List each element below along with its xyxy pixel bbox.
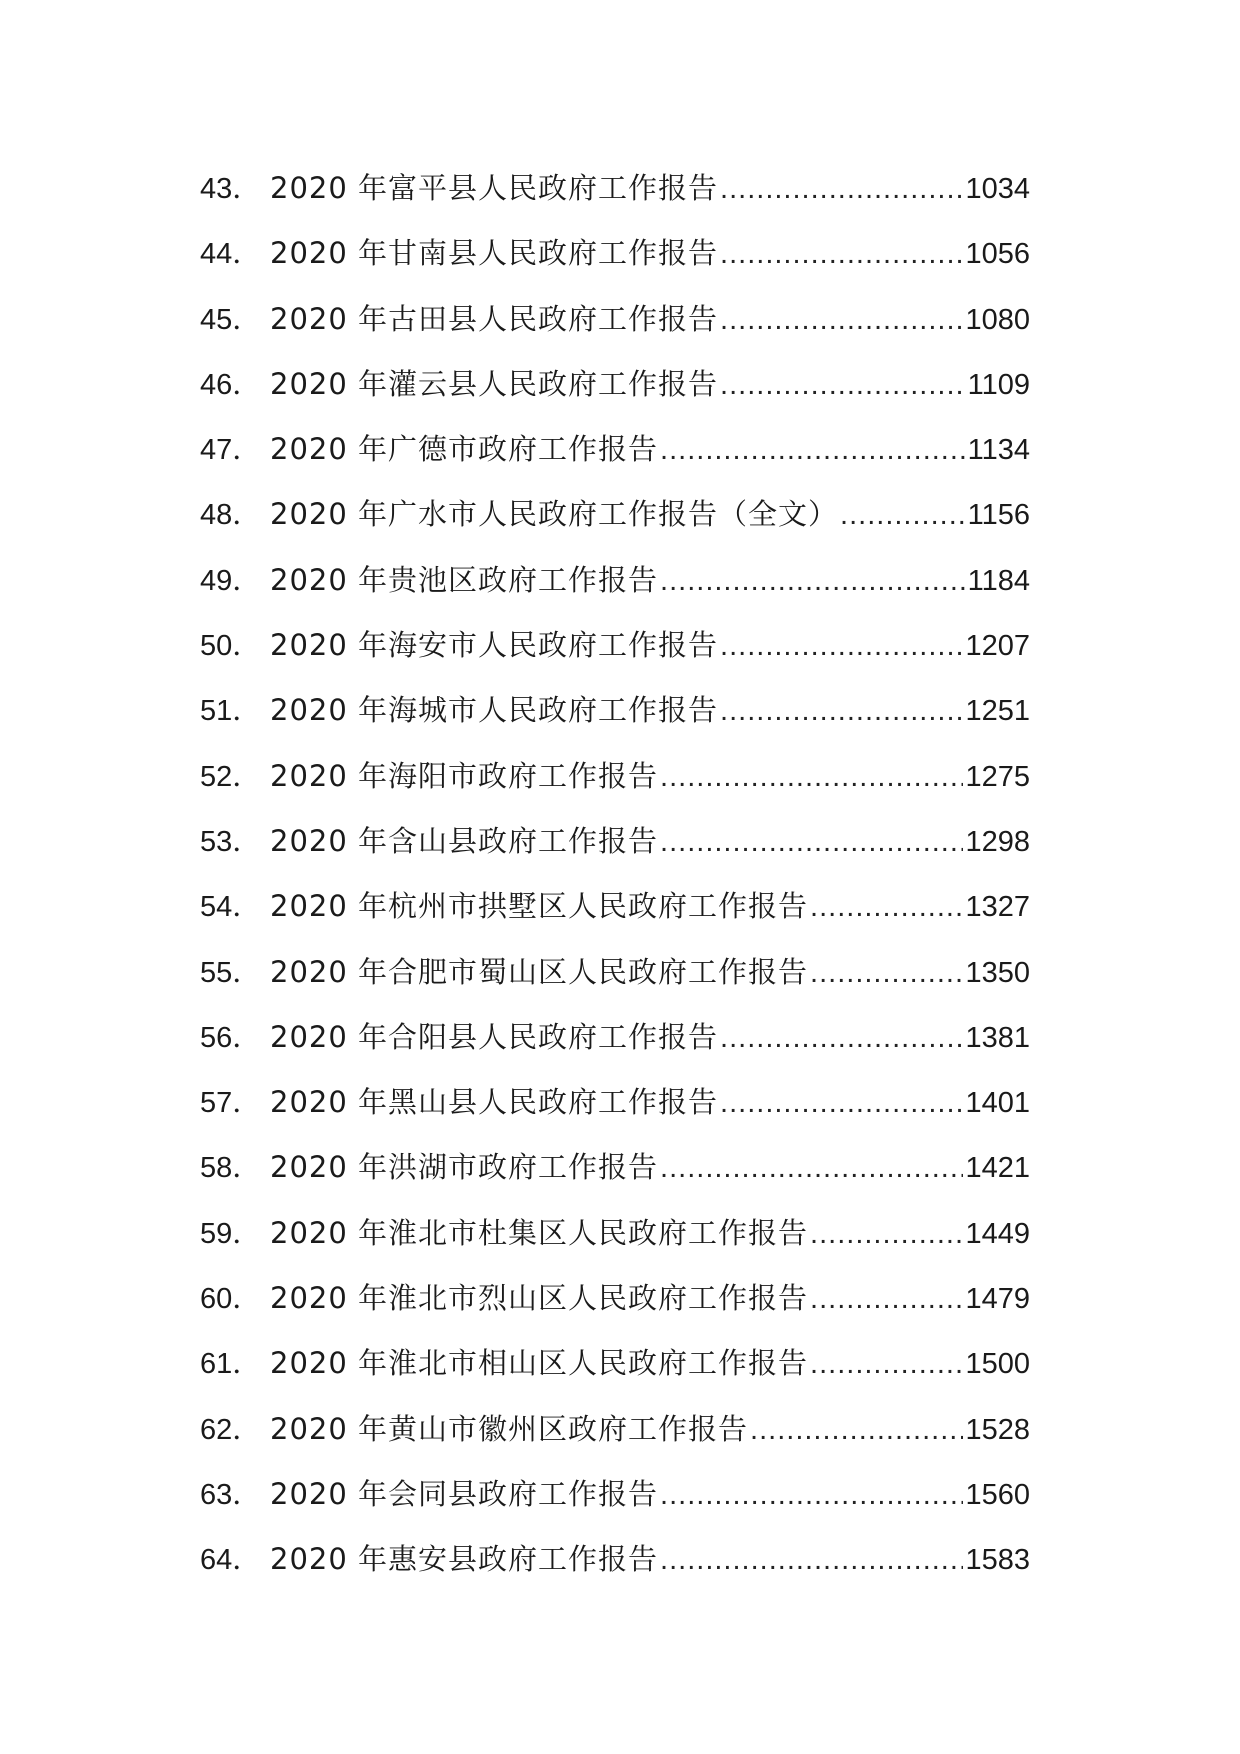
toc-entry-title[interactable]: 2020 年会同县政府工作报告 <box>270 1476 659 1511</box>
toc-entry-title[interactable]: 2020 年贵池区政府工作报告 <box>270 562 659 597</box>
toc-entry-number: 48． <box>200 499 262 532</box>
toc-entry-number: 56． <box>200 1021 262 1054</box>
toc-entry-title[interactable]: 2020 年含山县政府工作报告 <box>270 823 659 858</box>
toc-entry[interactable] <box>200 821 1030 886</box>
toc-entry-page-number: 1350 <box>965 956 1030 989</box>
toc-entry[interactable] <box>200 1082 1030 1147</box>
toc-dot-leader <box>750 1410 963 1450</box>
table-of-contents <box>200 168 1030 1605</box>
toc-entry[interactable] <box>200 429 1030 494</box>
toc-dot-leader <box>720 626 963 666</box>
toc-entry-title[interactable]: 2020 年古田县人民政府工作报告 <box>270 301 719 336</box>
toc-dot-leader <box>720 169 963 209</box>
toc-dot-leader <box>810 953 963 993</box>
toc-entry-number: 60． <box>200 1283 262 1316</box>
toc-entry-page-number: 1298 <box>965 825 1030 858</box>
toc-entry-page-number: 1327 <box>965 891 1030 924</box>
toc-entry-page-number: 1156 <box>967 499 1030 532</box>
toc-entry[interactable] <box>200 560 1030 625</box>
toc-entry-title[interactable]: 2020 年富平县人民政府工作报告 <box>270 171 719 205</box>
toc-entry-number: 45． <box>200 303 262 336</box>
toc-entry-page-number: 1207 <box>965 630 1030 663</box>
toc-entry-page-number: 1560 <box>965 1478 1030 1511</box>
toc-entry[interactable] <box>200 168 1030 233</box>
toc-entry[interactable] <box>200 1343 1030 1408</box>
toc-entry-title[interactable]: 2020 年海阳市政府工作报告 <box>270 758 659 793</box>
toc-entry[interactable] <box>200 756 1030 821</box>
toc-entry-title[interactable]: 2020 年洪湖市政府工作报告 <box>270 1150 659 1185</box>
toc-entry-number: 57． <box>200 1087 262 1120</box>
toc-dot-leader <box>720 691 963 731</box>
toc-entry-number: 55． <box>200 956 262 989</box>
toc-dot-leader <box>660 1475 963 1515</box>
toc-entry-page-number: 1275 <box>965 760 1030 793</box>
toc-entry-number: 58． <box>200 1152 262 1185</box>
toc-entry-title[interactable]: 2020 年淮北市烈山区人民政府工作报告 <box>270 1281 809 1316</box>
toc-entry-title[interactable]: 2020 年海安市人民政府工作报告 <box>270 628 719 663</box>
toc-dot-leader <box>810 887 963 927</box>
toc-entry-title[interactable]: 2020 年杭州市拱墅区人民政府工作报告 <box>270 889 809 924</box>
toc-entry[interactable] <box>200 1147 1030 1212</box>
toc-entry[interactable] <box>200 1474 1030 1539</box>
toc-dot-leader <box>660 1148 963 1188</box>
toc-entry-title[interactable]: 2020 年合肥市蜀山区人民政府工作报告 <box>270 954 809 989</box>
toc-entry[interactable] <box>200 1278 1030 1343</box>
toc-entry[interactable] <box>200 1539 1030 1604</box>
toc-dot-leader <box>720 300 963 340</box>
toc-entry-number: 49． <box>200 564 262 597</box>
toc-entry-title[interactable]: 2020 年灌云县人民政府工作报告 <box>270 366 719 401</box>
toc-entry-page-number: 1056 <box>965 238 1030 271</box>
toc-entry-title[interactable]: 2020 年黄山市徽州区政府工作报告 <box>270 1411 749 1446</box>
toc-entry[interactable] <box>200 886 1030 951</box>
toc-entry-title[interactable]: 2020 年合阳县人民政府工作报告 <box>270 1019 719 1054</box>
toc-entry[interactable] <box>200 364 1030 429</box>
toc-entry-title[interactable]: 2020 年广德市政府工作报告 <box>270 432 659 467</box>
toc-entry-page-number: 1381 <box>965 1021 1030 1054</box>
toc-entry-page-number: 1500 <box>965 1348 1030 1381</box>
toc-entry-page-number: 1583 <box>965 1544 1030 1577</box>
toc-entry-page-number: 1034 <box>965 173 1030 205</box>
toc-entry-number: 52． <box>200 760 262 793</box>
toc-entry-number: 61． <box>200 1348 262 1381</box>
toc-entry-number: 59． <box>200 1217 262 1250</box>
toc-entry-number: 43． <box>200 173 262 205</box>
toc-dot-leader <box>720 234 963 274</box>
toc-entry-page-number: 1449 <box>965 1217 1030 1250</box>
toc-dot-leader <box>840 495 966 535</box>
toc-entry-number: 44． <box>200 238 262 271</box>
toc-entry-page-number: 1080 <box>965 303 1030 336</box>
toc-entry[interactable] <box>200 1409 1030 1474</box>
toc-entry-number: 50． <box>200 630 262 663</box>
toc-entry-page-number: 1401 <box>965 1087 1030 1120</box>
toc-dot-leader <box>660 1540 963 1580</box>
toc-entry[interactable] <box>200 233 1030 298</box>
toc-entry[interactable] <box>200 1213 1030 1278</box>
toc-entry-title[interactable]: 2020 年甘南县人民政府工作报告 <box>270 236 719 271</box>
toc-dot-leader <box>720 1083 963 1123</box>
toc-entry[interactable] <box>200 1017 1030 1082</box>
toc-entry-title[interactable]: 2020 年惠安县政府工作报告 <box>270 1542 659 1577</box>
toc-dot-leader <box>660 757 963 797</box>
toc-dot-leader <box>810 1344 963 1384</box>
toc-entry-title[interactable]: 2020 年海城市人民政府工作报告 <box>270 693 719 728</box>
toc-entry-page-number: 1251 <box>965 695 1030 728</box>
toc-dot-leader <box>720 365 966 405</box>
toc-entry-title[interactable]: 2020 年广水市人民政府工作报告（全文） <box>270 497 839 532</box>
toc-entry-number: 51． <box>200 695 262 728</box>
toc-entry-page-number: 1184 <box>967 564 1030 597</box>
toc-entry-number: 47． <box>200 434 262 467</box>
toc-entry-page-number: 1109 <box>967 368 1030 401</box>
toc-entry-page-number: 1528 <box>965 1413 1030 1446</box>
toc-entry[interactable] <box>200 494 1030 559</box>
toc-entry-number: 64． <box>200 1544 262 1577</box>
toc-dot-leader <box>810 1279 963 1319</box>
toc-entry-title[interactable]: 2020 年淮北市杜集区人民政府工作报告 <box>270 1215 809 1250</box>
toc-dot-leader <box>660 561 966 601</box>
toc-entry-title[interactable]: 2020 年黑山县人民政府工作报告 <box>270 1085 719 1120</box>
toc-entry-page-number: 1479 <box>965 1283 1030 1316</box>
toc-entry[interactable] <box>200 690 1030 755</box>
toc-dot-leader <box>660 430 966 470</box>
toc-dot-leader <box>660 822 963 862</box>
toc-entry[interactable] <box>200 952 1030 1017</box>
toc-entry-number: 62． <box>200 1413 262 1446</box>
toc-entry-page-number: 1134 <box>967 434 1030 467</box>
toc-entry[interactable] <box>200 625 1030 690</box>
toc-dot-leader <box>720 1018 963 1058</box>
toc-entry-page-number: 1421 <box>965 1152 1030 1185</box>
toc-entry-number: 63． <box>200 1478 262 1511</box>
toc-dot-leader <box>810 1214 963 1254</box>
toc-entry-number: 54． <box>200 891 262 924</box>
toc-entry[interactable] <box>200 299 1030 364</box>
toc-entry-number: 53． <box>200 825 262 858</box>
toc-entry-number: 46． <box>200 368 262 401</box>
toc-entry-title[interactable]: 2020 年淮北市相山区人民政府工作报告 <box>270 1346 809 1381</box>
